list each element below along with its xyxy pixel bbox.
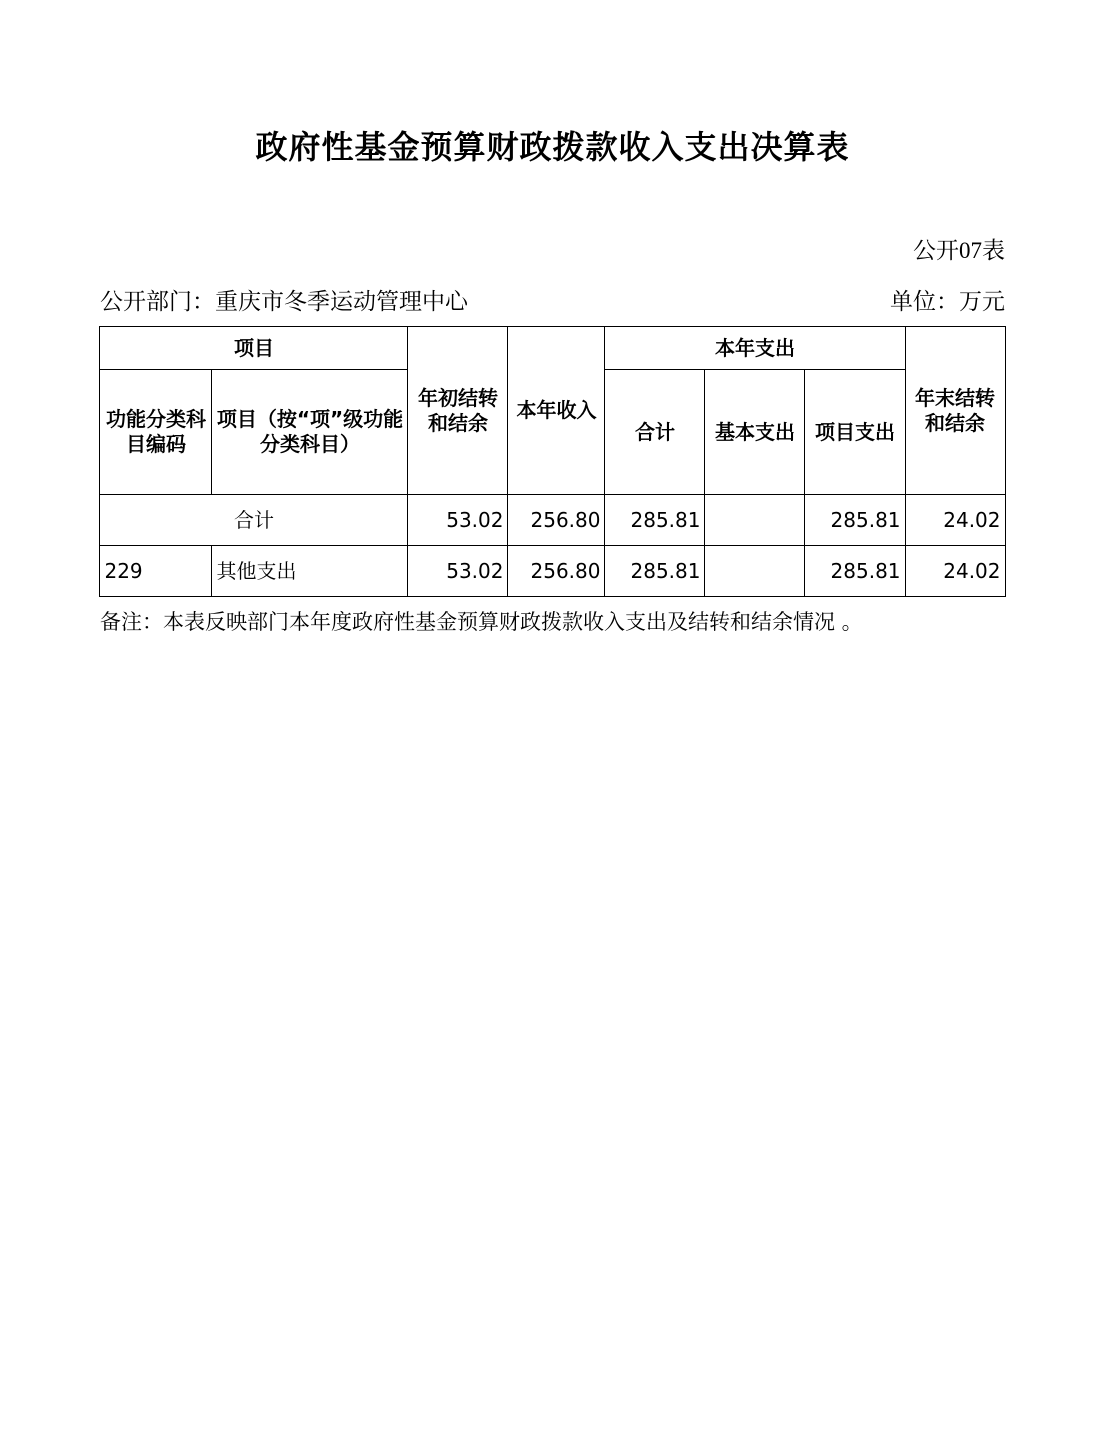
row-year-income: 256.80 — [508, 546, 605, 597]
row-total-label: 合计 — [100, 495, 408, 546]
budget-table — [99, 326, 1005, 597]
table-note: 备注：本表反映部门本年度政府性基金预算财政拨款收入支出及结转和结余情况 。 — [100, 610, 863, 635]
header-exp-basic: 基本支出 — [705, 370, 805, 495]
table-row — [100, 546, 1005, 597]
row-func-code: 229 — [100, 546, 212, 597]
row-end-balance: 24.02 — [905, 495, 1005, 546]
header-end-balance: 年末结转和结余 — [905, 327, 1005, 495]
row-begin-balance: 53.02 — [408, 546, 508, 597]
unit-label: 单位：万元 — [890, 289, 1005, 315]
sheet-number: 公开07表 — [913, 238, 1005, 264]
row-end-balance: 24.02 — [905, 546, 1005, 597]
header-exp-total: 合计 — [605, 370, 705, 495]
header-year-income: 本年收入 — [508, 327, 605, 495]
row-begin-balance: 53.02 — [408, 495, 508, 546]
row-exp-total: 285.81 — [605, 495, 705, 546]
row-exp-total: 285.81 — [605, 546, 705, 597]
meta-row — [0, 283, 1105, 316]
page-title: 政府性基金预算财政拨款收入支出决算表 — [255, 128, 850, 166]
table-header-row-group — [100, 327, 1005, 370]
department-name: 重庆市冬季运动管理中心 — [215, 289, 468, 315]
header-func-code: 功能分类科目编码 — [100, 370, 212, 495]
department-info — [100, 283, 468, 316]
row-exp-project: 285.81 — [805, 546, 905, 597]
row-exp-basic — [705, 495, 805, 546]
row-exp-basic — [705, 546, 805, 597]
department-label: 公开部门： — [100, 289, 215, 315]
row-year-income: 256.80 — [508, 495, 605, 546]
table-row — [100, 495, 1005, 546]
header-expenditure-group: 本年支出 — [605, 327, 905, 370]
header-begin-balance: 年初结转和结余 — [408, 327, 508, 495]
header-exp-project: 项目支出 — [805, 370, 905, 495]
row-exp-project: 285.81 — [805, 495, 905, 546]
header-item-group: 项目 — [100, 327, 408, 370]
header-item-name: 项目（按“项”级功能分类科目） — [212, 370, 408, 495]
row-item-name: 其他支出 — [212, 546, 408, 597]
